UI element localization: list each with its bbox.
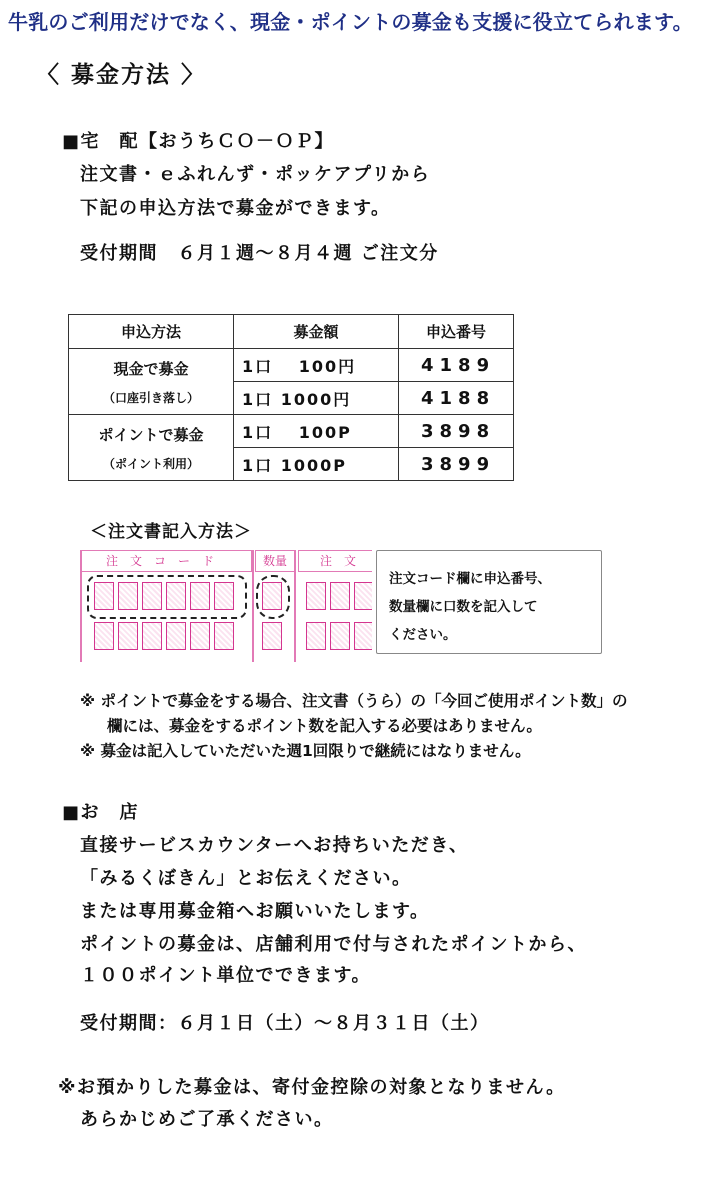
order-form-illustration [80,550,372,662]
quantity-column-header: 数量 [255,550,295,572]
code-highlight-dashed [87,575,247,619]
code-box [330,582,350,610]
headline: 牛乳のご利用だけでなく、現金・ポイントの募金も支援に役立てられます。 [8,10,693,34]
delivery-period: 受付期間 ６月１週～８月４週 ご注文分 [80,243,439,264]
delivery-line1: 注文書・ｅふれんず・ポッケアプリから [80,164,431,185]
store-line3: または専用募金箱へお願いいたします。 [80,901,430,922]
method-point [69,415,234,481]
code-box [118,622,138,650]
method-label: 現金で募金 [113,359,189,378]
footer-line2: あらかじめご了承ください。 [80,1109,334,1130]
code-box [330,622,350,650]
code-cell: 4189 [399,349,514,382]
instruction-line: 注文コード欄に申込番号、 [389,571,551,587]
store-line5: １００ポイント単位でできます。 [80,965,372,986]
method-label: ポイントで募金 [98,425,204,444]
method-note: （口座引き落し） [102,390,199,405]
method-note: （ポイント利用） [102,456,199,471]
code-box [94,622,114,650]
store-line4: ポイントの募金は、店舗利用で付与されたポイントから、 [80,934,587,955]
code-box [166,622,186,650]
code-cell: 3898 [399,415,514,448]
note-1-line1: ※ ポイントで募金をする場合、注文書（うら）の「今回ご使用ポイント数」の [80,692,628,710]
code-box [354,582,372,610]
form-divider [80,550,82,662]
table-header: 募金額 [234,315,399,349]
table-header: 申込番号 [399,315,514,349]
note-1-line2: 欄には、募金をするポイント数を記入する必要はありません。 [107,717,542,735]
store-period: 受付期間：６月１日（土）～８月３１日（土） [80,1013,490,1034]
code-box [306,622,326,650]
store-line1: 直接サービスカウンターへお持ちいただき、 [80,835,469,856]
amount-cell: 1口 100円 [234,349,399,382]
instruction-line: 数量欄に口数を記入して [389,599,538,615]
form-guide-title: ＜注文書記入方法＞ [90,522,252,542]
delivery-heading: ■宅 配【おうちＣＯ－ＯＰ】 [62,131,335,152]
table-row [69,415,514,448]
code-box [354,622,372,650]
amount-cell: 1口 100P [234,415,399,448]
order-code-column-header: 注文コード [80,550,252,572]
form-instruction-box [376,550,602,654]
instruction-line: ください。 [389,627,457,643]
table-header: 申込方法 [69,315,234,349]
code-box [214,622,234,650]
table-header-row [69,315,514,349]
quantity-box [262,622,282,650]
store-line2: 「みるくぼきん」とお伝えください。 [80,868,412,889]
footer-line1: ※お預かりした募金は、寄付金控除の対象となりません。 [58,1077,566,1098]
code-cell: 4188 [399,382,514,415]
store-heading: ■お 店 [62,802,140,823]
note-2: ※ 募金は記入していただいた週1回限りで継続にはなりません。 [80,742,531,760]
section-title: 〈 募金方法 〉 [36,62,207,88]
form-divider [252,550,254,662]
form-divider [294,550,296,662]
application-table [68,314,514,481]
code-cell: 3899 [399,448,514,481]
amount-cell: 1口 1000P [234,448,399,481]
amount-cell: 1口 1000円 [234,382,399,415]
method-cash [69,349,234,415]
table-row [69,349,514,382]
code-box [190,622,210,650]
code-box [306,582,326,610]
next-column-header: 注文 [298,550,372,572]
quantity-highlight-dashed [256,575,290,619]
delivery-line2: 下記の申込方法で募金ができます。 [80,198,391,219]
code-box [142,622,162,650]
